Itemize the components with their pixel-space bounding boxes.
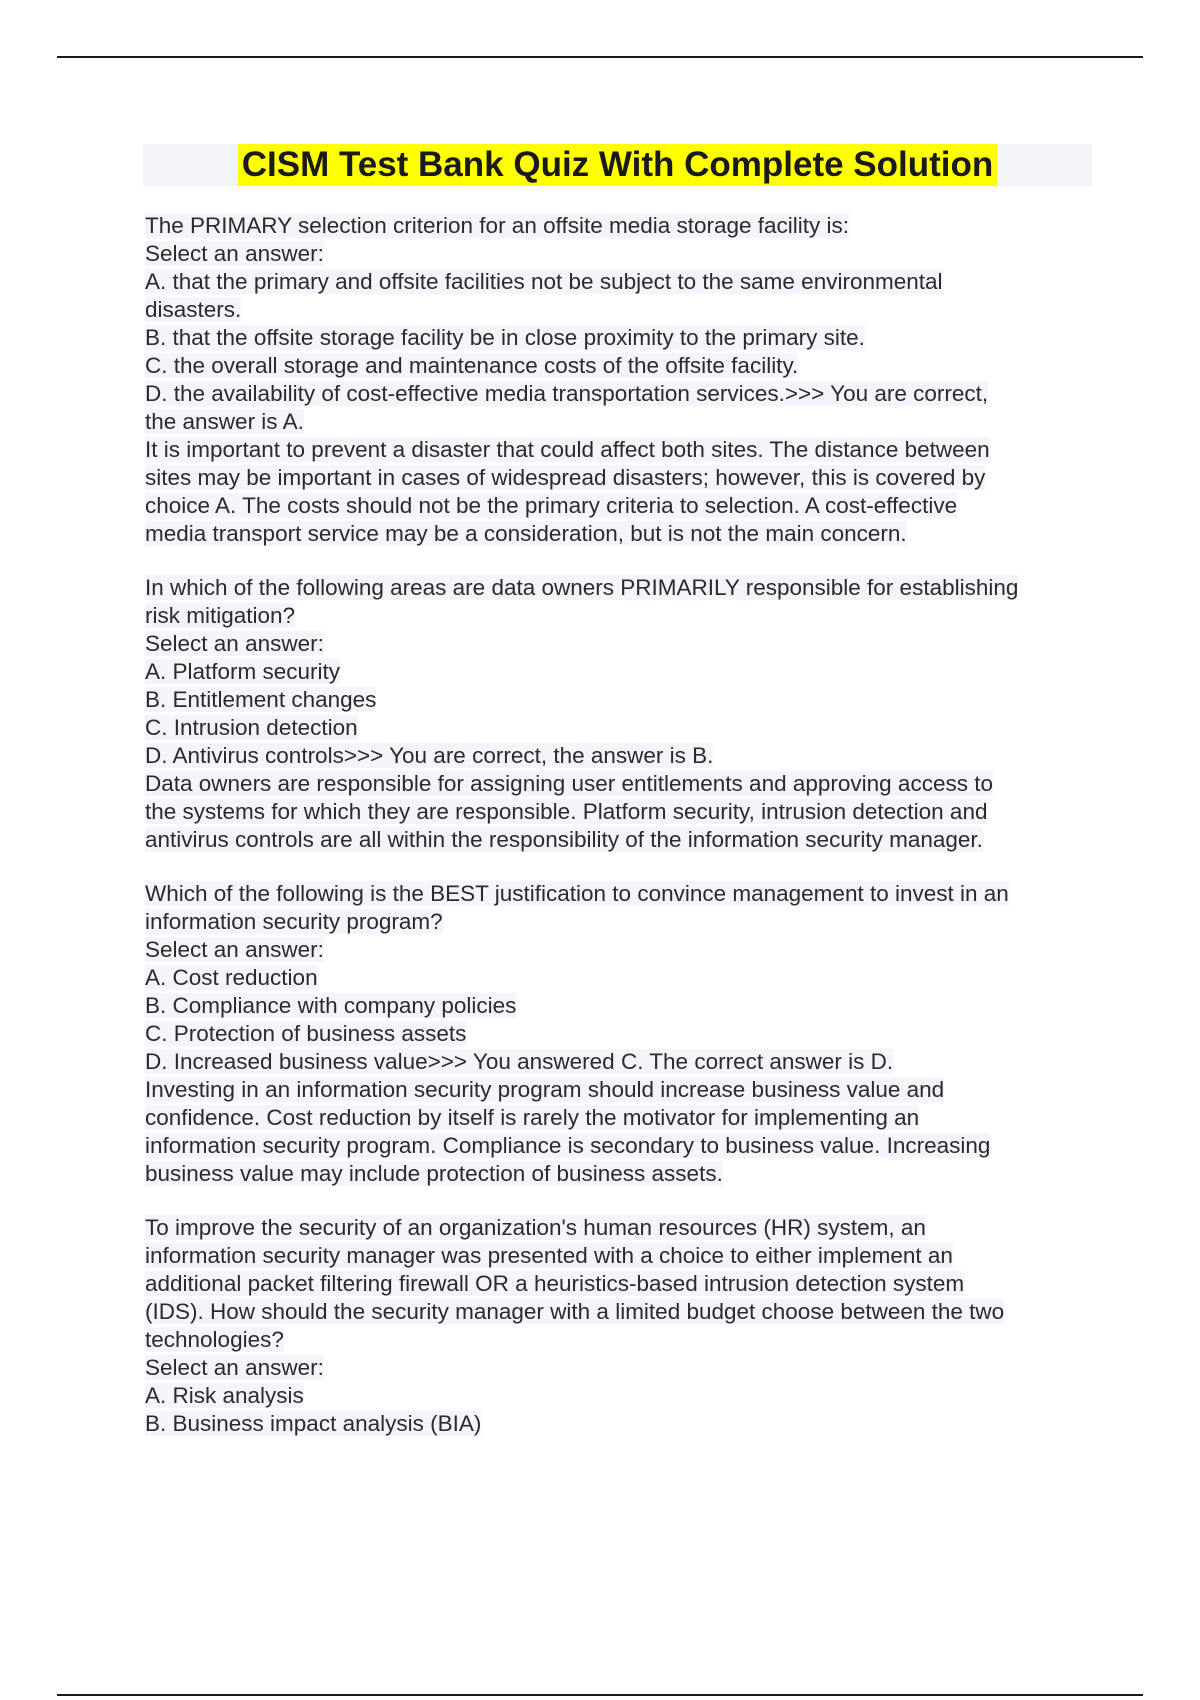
question-4-line: To improve the security of an organization's human resources (HR) system, an bbox=[145, 1215, 926, 1240]
question-1-line: choice A. The costs should not be the primary criteria to selection. A cost-effective bbox=[145, 493, 958, 518]
question-3 bbox=[145, 880, 1090, 1188]
question-1-line: C. the overall storage and maintenance costs of the offsite facility. bbox=[145, 353, 799, 378]
question-3-line: Which of the following is the BEST justification to convince management to invest in an bbox=[145, 881, 1009, 906]
question-2-line: Select an answer: bbox=[145, 631, 324, 656]
question-3-line: C. Protection of business assets bbox=[145, 1021, 467, 1046]
question-3-line: Select an answer: bbox=[145, 937, 324, 962]
title-band bbox=[143, 144, 1092, 186]
question-4-line: (IDS). How should the security manager with a limited budget choose between the two bbox=[145, 1299, 1005, 1324]
top-divider bbox=[57, 56, 1143, 58]
question-2-line: the systems for which they are responsible. Platform security, intrusion detection and bbox=[145, 799, 988, 824]
question-2 bbox=[145, 574, 1090, 854]
question-3-line: information security program? bbox=[145, 909, 443, 934]
question-1-line: disasters. bbox=[145, 297, 242, 322]
question-3-line: B. Compliance with company policies bbox=[145, 993, 517, 1018]
document-body bbox=[145, 212, 1090, 1464]
question-2-line: C. Intrusion detection bbox=[145, 715, 358, 740]
question-3-line: confidence. Cost reduction by itself is rarely the motivator for implementing an bbox=[145, 1105, 920, 1130]
question-3-line: business value may include protection of business assets. bbox=[145, 1161, 723, 1186]
question-4-line: Select an answer: bbox=[145, 1355, 324, 1380]
question-2-line: In which of the following areas are data owners PRIMARILY responsible for establishing bbox=[145, 575, 1019, 600]
question-4-line: information security manager was presented with a choice to either implement an bbox=[145, 1243, 953, 1268]
question-1-line: media transport service may be a consideration, but is not the main concern. bbox=[145, 521, 907, 546]
question-3-line: Investing in an information security program should increase business value and bbox=[145, 1077, 945, 1102]
question-4-line: additional packet filtering firewall OR a heuristics-based intrusion detection system bbox=[145, 1271, 965, 1296]
bottom-divider bbox=[57, 1694, 1143, 1696]
question-3-line: information security program. Compliance is secondary to business value. Increasing bbox=[145, 1133, 991, 1158]
question-4-line: technologies? bbox=[145, 1327, 284, 1352]
question-1-line: The PRIMARY selection criterion for an offsite media storage facility is: bbox=[145, 213, 850, 238]
question-1-line: the answer is A. bbox=[145, 409, 304, 434]
question-1-line: D. the availability of cost-effective media transportation services.>>> You are correct, bbox=[145, 381, 989, 406]
question-2-line: B. Entitlement changes bbox=[145, 687, 377, 712]
question-3-line: A. Cost reduction bbox=[145, 965, 318, 990]
question-1 bbox=[145, 212, 1090, 548]
question-2-line: risk mitigation? bbox=[145, 603, 296, 628]
question-1-line: It is important to prevent a disaster that could affect both sites. The distance between bbox=[145, 437, 990, 462]
question-2-line: Data owners are responsible for assigning user entitlements and approving access to bbox=[145, 771, 993, 796]
question-1-line: sites may be important in cases of widespread disasters; however, this is covered by bbox=[145, 465, 986, 490]
question-1-line: B. that the offsite storage facility be in close proximity to the primary site. bbox=[145, 325, 865, 350]
question-4 bbox=[145, 1214, 1090, 1438]
document-title: CISM Test Bank Quiz With Complete Solution bbox=[238, 144, 998, 186]
question-1-line: Select an answer: bbox=[145, 241, 324, 266]
question-4-line: A. Risk analysis bbox=[145, 1383, 304, 1408]
question-2-line: A. Platform security bbox=[145, 659, 341, 684]
question-2-line: antivirus controls are all within the responsibility of the information security manager. bbox=[145, 827, 983, 852]
question-1-line: A. that the primary and offsite facilities not be subject to the same environmental bbox=[145, 269, 943, 294]
question-4-line: B. Business impact analysis (BIA) bbox=[145, 1411, 482, 1436]
question-2-line: D. Antivirus controls>>> You are correct, the answer is B. bbox=[145, 743, 714, 768]
question-3-line: D. Increased business value>>> You answered C. The correct answer is D. bbox=[145, 1049, 894, 1074]
